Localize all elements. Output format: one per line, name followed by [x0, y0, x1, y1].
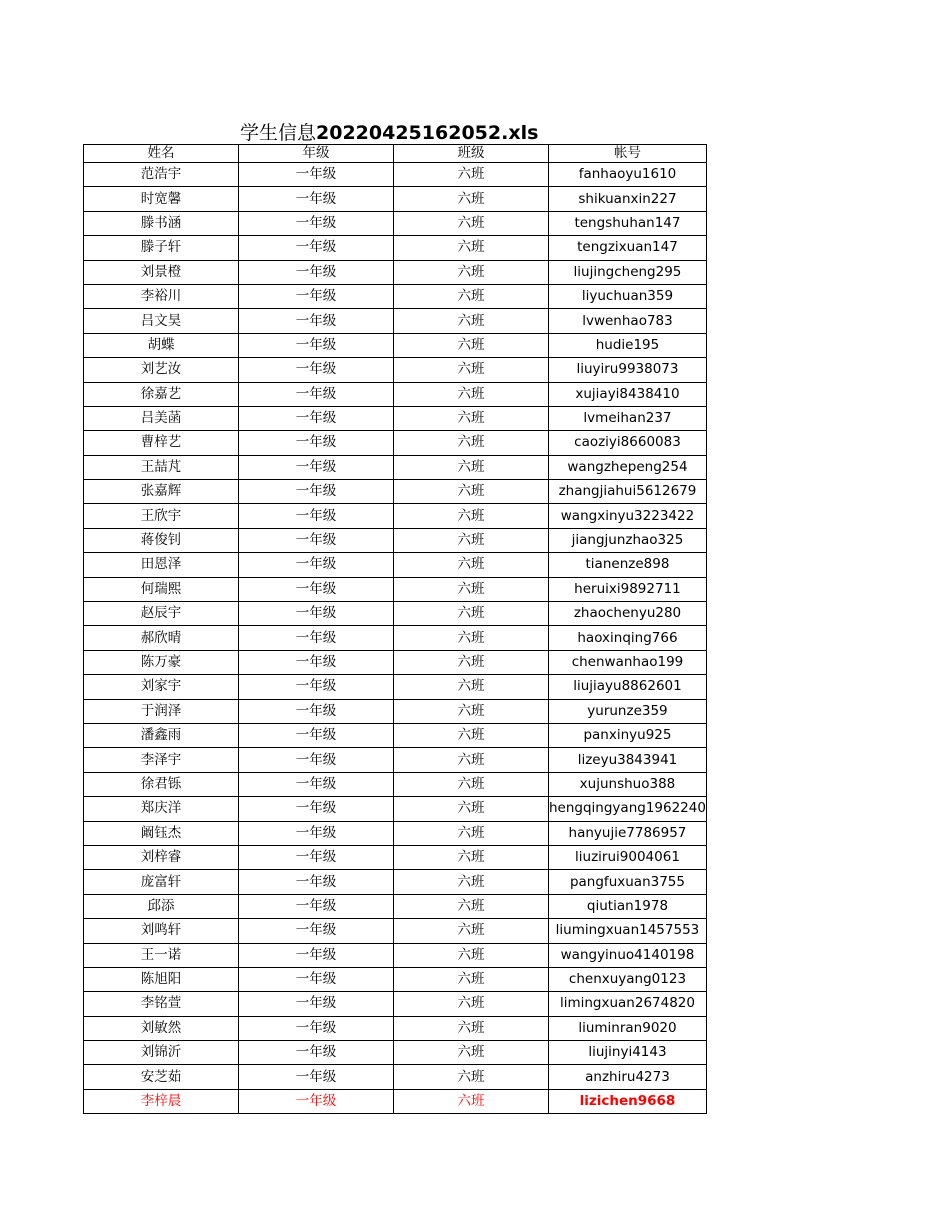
cell-account: liuminran9020 — [549, 1016, 707, 1040]
cell-name: 刘锦沂 — [84, 1041, 239, 1065]
cell-account: tianenze898 — [549, 553, 707, 577]
cell-name: 徐君铄 — [84, 772, 239, 796]
table-row — [84, 333, 707, 357]
cell-grade: 一年级 — [239, 1089, 394, 1113]
table-row — [84, 211, 707, 235]
cell-class: 六班 — [394, 602, 549, 626]
cell-name: 刘家宇 — [84, 675, 239, 699]
cell-class: 六班 — [394, 894, 549, 918]
cell-grade: 一年级 — [239, 748, 394, 772]
table-row — [84, 626, 707, 650]
cell-name: 刘艺汝 — [84, 358, 239, 382]
cell-grade: 一年级 — [239, 553, 394, 577]
table-row — [84, 992, 707, 1016]
cell-class: 六班 — [394, 528, 549, 552]
title-filename: 20220425162052.xls — [316, 122, 539, 144]
table-row — [84, 382, 707, 406]
header-row — [84, 145, 707, 163]
cell-grade: 一年级 — [239, 943, 394, 967]
table-row — [84, 675, 707, 699]
header-name: 姓名 — [84, 145, 239, 163]
cell-account: qiutian1978 — [549, 894, 707, 918]
cell-account: tengshuhan147 — [549, 211, 707, 235]
cell-account: wangxinyu3223422 — [549, 504, 707, 528]
cell-account: lizeyu3843941 — [549, 748, 707, 772]
table-row — [84, 602, 707, 626]
cell-name: 王欣宇 — [84, 504, 239, 528]
cell-grade: 一年级 — [239, 1065, 394, 1089]
cell-class: 六班 — [394, 382, 549, 406]
cell-class: 六班 — [394, 260, 549, 284]
table-row — [84, 1065, 707, 1089]
cell-account: wangzhepeng254 — [549, 455, 707, 479]
cell-name: 李铭萱 — [84, 992, 239, 1016]
table-row — [84, 163, 707, 187]
cell-class: 六班 — [394, 772, 549, 796]
cell-grade: 一年级 — [239, 333, 394, 357]
cell-grade: 一年级 — [239, 480, 394, 504]
cell-account: liujingcheng295 — [549, 260, 707, 284]
cell-account: hudie195 — [549, 333, 707, 357]
cell-account: jiangjunzhao325 — [549, 528, 707, 552]
table-row — [84, 919, 707, 943]
cell-account: panxinyu925 — [549, 723, 707, 747]
cell-name: 赵辰宇 — [84, 602, 239, 626]
sheet-title — [240, 118, 538, 145]
cell-grade: 一年级 — [239, 406, 394, 430]
cell-account: fanhaoyu1610 — [549, 163, 707, 187]
table-row — [84, 455, 707, 479]
cell-account: zhangjiahui5612679 — [549, 480, 707, 504]
table-row — [84, 870, 707, 894]
cell-account: liumingxuan1457553 — [549, 919, 707, 943]
cell-name: 吕美菡 — [84, 406, 239, 430]
cell-class: 六班 — [394, 211, 549, 235]
cell-class: 六班 — [394, 309, 549, 333]
cell-name: 刘梓睿 — [84, 845, 239, 869]
cell-class: 六班 — [394, 967, 549, 991]
cell-grade: 一年级 — [239, 358, 394, 382]
cell-class: 六班 — [394, 504, 549, 528]
table-row — [84, 431, 707, 455]
table-row — [84, 358, 707, 382]
cell-name: 范浩宇 — [84, 163, 239, 187]
cell-name: 何瑞熙 — [84, 577, 239, 601]
table-row — [84, 1041, 707, 1065]
cell-account: hanyujie7786957 — [549, 821, 707, 845]
cell-account: chenxuyang0123 — [549, 967, 707, 991]
cell-name: 滕子轩 — [84, 236, 239, 260]
cell-class: 六班 — [394, 845, 549, 869]
cell-grade: 一年级 — [239, 675, 394, 699]
cell-account: shikuanxin227 — [549, 187, 707, 211]
student-table — [83, 144, 707, 1114]
table-row — [84, 894, 707, 918]
header-grade: 年级 — [239, 145, 394, 163]
cell-name: 庞富轩 — [84, 870, 239, 894]
cell-class: 六班 — [394, 626, 549, 650]
cell-name: 陈万豪 — [84, 650, 239, 674]
table-row — [84, 748, 707, 772]
cell-class: 六班 — [394, 577, 549, 601]
cell-name: 潘鑫雨 — [84, 723, 239, 747]
cell-class: 六班 — [394, 919, 549, 943]
table-row — [84, 187, 707, 211]
table-row — [84, 723, 707, 747]
cell-name: 王喆芃 — [84, 455, 239, 479]
cell-account: xujiayi8438410 — [549, 382, 707, 406]
cell-grade: 一年级 — [239, 797, 394, 821]
cell-grade: 一年级 — [239, 626, 394, 650]
table-row — [84, 284, 707, 308]
cell-class: 六班 — [394, 187, 549, 211]
cell-account: yurunze359 — [549, 699, 707, 723]
cell-class: 六班 — [394, 943, 549, 967]
cell-account: caoziyi8660083 — [549, 431, 707, 455]
cell-name: 李裕川 — [84, 284, 239, 308]
cell-grade: 一年级 — [239, 260, 394, 284]
cell-name: 李梓晨 — [84, 1089, 239, 1113]
table-row — [84, 772, 707, 796]
cell-name: 田恩泽 — [84, 553, 239, 577]
cell-name: 张嘉辉 — [84, 480, 239, 504]
cell-name: 李泽宇 — [84, 748, 239, 772]
table-body — [84, 163, 707, 1114]
header-account: 帐号 — [549, 145, 707, 163]
cell-account: lvwenhao783 — [549, 309, 707, 333]
cell-name: 安芝茹 — [84, 1065, 239, 1089]
cell-name: 时宽馨 — [84, 187, 239, 211]
cell-grade: 一年级 — [239, 211, 394, 235]
cell-name: 刘景橙 — [84, 260, 239, 284]
cell-class: 六班 — [394, 723, 549, 747]
cell-account: liujiayu8862601 — [549, 675, 707, 699]
cell-grade: 一年级 — [239, 577, 394, 601]
table-row — [84, 943, 707, 967]
cell-class: 六班 — [394, 333, 549, 357]
cell-account: liuyiru9938073 — [549, 358, 707, 382]
cell-grade: 一年级 — [239, 821, 394, 845]
table-row — [84, 1016, 707, 1040]
cell-grade: 一年级 — [239, 602, 394, 626]
cell-class: 六班 — [394, 821, 549, 845]
table-row — [84, 1089, 707, 1113]
cell-class: 六班 — [394, 748, 549, 772]
table-row — [84, 797, 707, 821]
cell-grade: 一年级 — [239, 870, 394, 894]
cell-account: liyuchuan359 — [549, 284, 707, 308]
cell-grade: 一年级 — [239, 504, 394, 528]
cell-class: 六班 — [394, 358, 549, 382]
cell-class: 六班 — [394, 406, 549, 430]
cell-grade: 一年级 — [239, 309, 394, 333]
cell-class: 六班 — [394, 650, 549, 674]
cell-account: liuzirui9004061 — [549, 845, 707, 869]
cell-name: 陈旭阳 — [84, 967, 239, 991]
title-prefix: 学生信息 — [240, 122, 317, 144]
cell-class: 六班 — [394, 1089, 549, 1113]
cell-class: 六班 — [394, 480, 549, 504]
cell-grade: 一年级 — [239, 455, 394, 479]
table-row — [84, 236, 707, 260]
cell-account: xujunshuo388 — [549, 772, 707, 796]
cell-account: heruixi9892711 — [549, 577, 707, 601]
cell-grade: 一年级 — [239, 1016, 394, 1040]
cell-class: 六班 — [394, 1016, 549, 1040]
cell-grade: 一年级 — [239, 894, 394, 918]
cell-name: 吕文昊 — [84, 309, 239, 333]
cell-account: pangfuxuan3755 — [549, 870, 707, 894]
table-row — [84, 480, 707, 504]
cell-grade: 一年级 — [239, 236, 394, 260]
cell-class: 六班 — [394, 553, 549, 577]
cell-grade: 一年级 — [239, 187, 394, 211]
cell-grade: 一年级 — [239, 1041, 394, 1065]
cell-account: tengzixuan147 — [549, 236, 707, 260]
table-row — [84, 967, 707, 991]
cell-class: 六班 — [394, 284, 549, 308]
cell-account: lvmeihan237 — [549, 406, 707, 430]
cell-name: 曹梓艺 — [84, 431, 239, 455]
cell-grade: 一年级 — [239, 431, 394, 455]
cell-account: lizichen9668 — [549, 1089, 707, 1113]
cell-grade: 一年级 — [239, 528, 394, 552]
cell-account: chenwanhao199 — [549, 650, 707, 674]
cell-grade: 一年级 — [239, 163, 394, 187]
cell-account: liujinyi4143 — [549, 1041, 707, 1065]
table-row — [84, 309, 707, 333]
cell-name: 邱添 — [84, 894, 239, 918]
cell-class: 六班 — [394, 870, 549, 894]
cell-grade: 一年级 — [239, 284, 394, 308]
cell-name: 郝欣晴 — [84, 626, 239, 650]
cell-name: 胡蝶 — [84, 333, 239, 357]
cell-account: anzhiru4273 — [549, 1065, 707, 1089]
table-row — [84, 699, 707, 723]
cell-class: 六班 — [394, 455, 549, 479]
cell-class: 六班 — [394, 1041, 549, 1065]
cell-name: 蒋俊钊 — [84, 528, 239, 552]
cell-grade: 一年级 — [239, 699, 394, 723]
cell-grade: 一年级 — [239, 992, 394, 1016]
cell-class: 六班 — [394, 431, 549, 455]
header-class: 班级 — [394, 145, 549, 163]
cell-account: zhaochenyu280 — [549, 602, 707, 626]
cell-grade: 一年级 — [239, 772, 394, 796]
cell-account: hengqingyang1962240 — [549, 797, 707, 821]
table-row — [84, 650, 707, 674]
table-row — [84, 553, 707, 577]
cell-account: haoxinqing766 — [549, 626, 707, 650]
cell-class: 六班 — [394, 163, 549, 187]
cell-class: 六班 — [394, 699, 549, 723]
cell-account: wangyinuo4140198 — [549, 943, 707, 967]
cell-name: 刘敏然 — [84, 1016, 239, 1040]
cell-grade: 一年级 — [239, 967, 394, 991]
table-row — [84, 577, 707, 601]
cell-class: 六班 — [394, 797, 549, 821]
table-row — [84, 504, 707, 528]
table-row — [84, 528, 707, 552]
cell-grade: 一年级 — [239, 723, 394, 747]
cell-name: 滕书涵 — [84, 211, 239, 235]
cell-account: limingxuan2674820 — [549, 992, 707, 1016]
cell-name: 郑庆洋 — [84, 797, 239, 821]
cell-name: 徐嘉艺 — [84, 382, 239, 406]
cell-grade: 一年级 — [239, 382, 394, 406]
cell-class: 六班 — [394, 1065, 549, 1089]
cell-name: 于润泽 — [84, 699, 239, 723]
cell-class: 六班 — [394, 675, 549, 699]
cell-class: 六班 — [394, 992, 549, 1016]
cell-grade: 一年级 — [239, 845, 394, 869]
table-row — [84, 260, 707, 284]
cell-grade: 一年级 — [239, 650, 394, 674]
cell-name: 王一诺 — [84, 943, 239, 967]
table-row — [84, 845, 707, 869]
table-row — [84, 821, 707, 845]
table-row — [84, 406, 707, 430]
cell-name: 阚钰杰 — [84, 821, 239, 845]
cell-grade: 一年级 — [239, 919, 394, 943]
cell-name: 刘鸣轩 — [84, 919, 239, 943]
cell-class: 六班 — [394, 236, 549, 260]
